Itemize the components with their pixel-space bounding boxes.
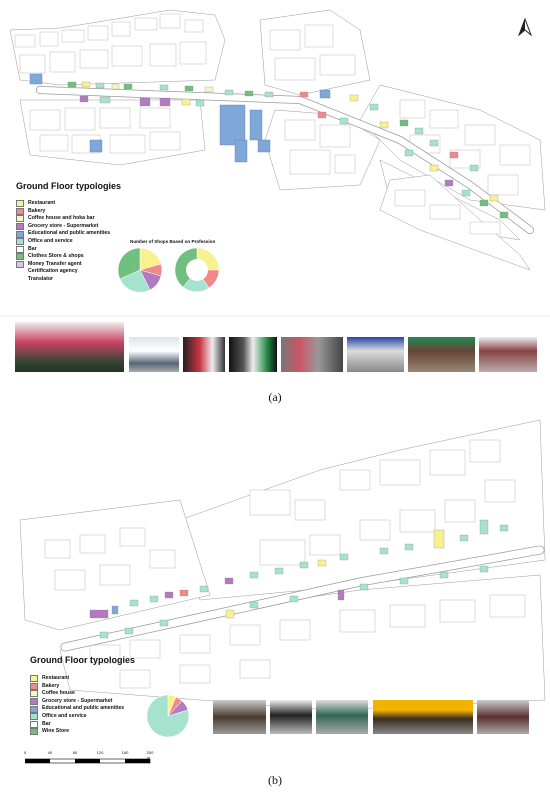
- scale-label: 40: [47, 750, 53, 755]
- swatch: [16, 231, 24, 238]
- legend-title-a: Ground Floor typologies: [16, 181, 121, 191]
- legend-item: Bakery: [30, 683, 124, 691]
- swatch: [30, 675, 38, 682]
- legend-item: Office and service: [16, 238, 110, 246]
- scale-label: 200 m: [146, 750, 154, 760]
- scale-label: 0: [23, 750, 27, 755]
- legend-item: Wine Store: [30, 728, 124, 736]
- street-photo: [270, 700, 312, 734]
- legend-b: [30, 675, 124, 736]
- swatch: [16, 261, 24, 268]
- legend-item: Coffee house: [30, 690, 124, 698]
- swatch: [16, 238, 24, 245]
- swatch: [30, 721, 38, 728]
- swatch: [16, 215, 24, 222]
- swatch: [16, 223, 24, 230]
- street-photo: [281, 337, 343, 372]
- legend-item: Bar: [30, 721, 124, 729]
- pie-chart-b: [145, 693, 191, 739]
- legend-item: Money Transfer agent: [16, 261, 110, 269]
- scale-label: 120: [96, 750, 104, 755]
- scale-bar: [25, 750, 155, 764]
- pie-title-a: Number of Shops Based on Profession: [130, 239, 216, 244]
- swatch: [16, 208, 24, 215]
- legend-item: Certification agency: [16, 268, 110, 276]
- swatch: [16, 276, 24, 283]
- swatch: [30, 683, 38, 690]
- scale-label: 160: [121, 750, 129, 755]
- street-photo: [316, 700, 368, 734]
- swatch: [30, 698, 38, 705]
- caption-b: (b): [268, 773, 282, 787]
- legend-item: Restaurant: [30, 675, 124, 683]
- street-photo: [213, 700, 266, 734]
- swatch: [30, 728, 38, 735]
- legend-item: Educational and public amenities: [16, 230, 110, 238]
- street-photo: [477, 700, 529, 734]
- swatch: [16, 200, 24, 207]
- swatch: [16, 269, 24, 276]
- pie-chart-a: [115, 246, 225, 296]
- caption-a: (a): [268, 390, 282, 404]
- legend-item: Restaurant: [16, 200, 110, 208]
- street-photo: [229, 337, 277, 372]
- legend-item: Bar: [16, 246, 110, 254]
- legend-item: Grocery store - Supermarket: [30, 698, 124, 706]
- legend-item: Coffee house and hoka bar: [16, 215, 110, 223]
- swatch: [30, 713, 38, 720]
- street-photo: [15, 322, 124, 372]
- scale-label: 80: [72, 750, 78, 755]
- legend-item: Translator: [16, 276, 110, 284]
- street-photo: [347, 337, 404, 372]
- swatch: [16, 253, 24, 260]
- legend-title-b: Ground Floor typologies: [30, 655, 135, 665]
- legend-item: Clothes Store & shops: [16, 253, 110, 261]
- legend-item: Bakery: [16, 208, 110, 216]
- legend-item: Office and service: [30, 713, 124, 721]
- street-photo: [408, 337, 475, 372]
- street-photo: [129, 337, 179, 372]
- street-photo: [479, 337, 537, 372]
- swatch: [16, 246, 24, 253]
- legend-a: [16, 200, 110, 284]
- legend-item: Educational and public amenities: [30, 705, 124, 713]
- swatch: [30, 690, 38, 697]
- legend-item: Grocery store - Supermarket: [16, 223, 110, 231]
- street-photo: [183, 337, 225, 372]
- north-arrow-icon: [518, 18, 532, 36]
- swatch: [30, 706, 38, 713]
- scale-labels: [25, 750, 155, 762]
- street-photo: [373, 700, 473, 734]
